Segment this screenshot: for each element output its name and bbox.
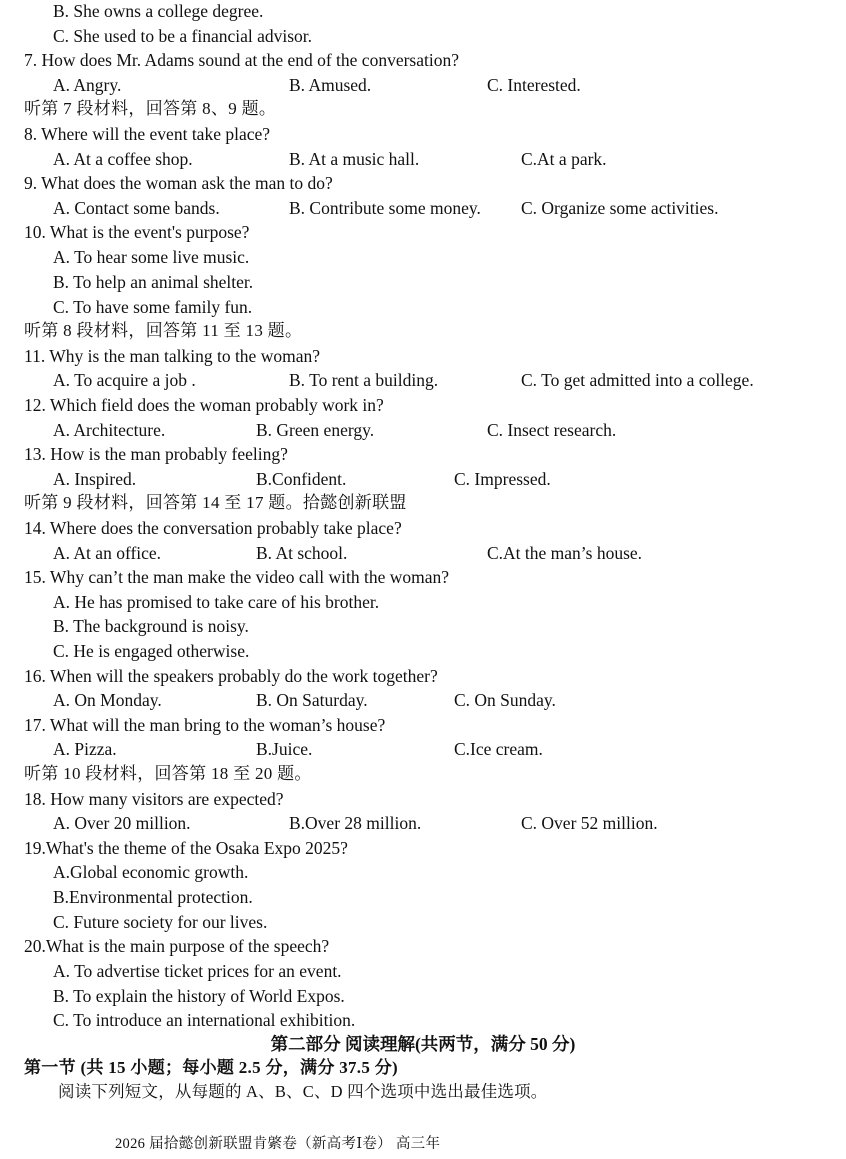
option-line: B. The background is noisy. <box>53 616 249 636</box>
option-line: B. At school. <box>256 543 348 563</box>
section-instruction-line: 听第 8 段材料，回答第 11 至 13 题。 <box>24 321 303 340</box>
option-line: C. On Sunday. <box>454 690 556 710</box>
section-title: 第二部分 阅读理解(共两节，满分 50 分) <box>270 1034 576 1054</box>
option-line: C. Insect research. <box>487 420 617 440</box>
option-line: B. Amused. <box>289 75 372 95</box>
section-instruction-line: 听第 9 段材料，回答第 14 至 17 题。拾懿创新联盟 <box>24 493 407 512</box>
reading-instruction: 阅读下列短文，从每题的 A、B、C、D 四个选项中选出最佳选项。 <box>58 1082 548 1101</box>
option-line: C.At the man’s house. <box>487 543 643 563</box>
option-line: A. Over 20 million. <box>53 813 191 833</box>
option-line: A. Inspired. <box>53 469 137 489</box>
question-line: 10. What is the event's purpose? <box>24 222 250 242</box>
option-line: A. To hear some live music. <box>53 247 250 267</box>
option-line: A. To advertise ticket prices for an event. <box>53 961 342 981</box>
question-line: 15. Why can’t the man make the video call with the woman? <box>24 567 450 587</box>
option-line: A. Contact some bands. <box>53 198 220 218</box>
question-line: 17. What will the man bring to the woman’s house? <box>24 715 386 735</box>
option-line: C. To introduce an international exhibition. <box>53 1010 356 1030</box>
footer-fade <box>478 1130 538 1156</box>
option-line: A. Pizza. <box>53 739 117 759</box>
page-footer: 2026 届拾懿创新联盟肯綮卷（新高考Ⅰ卷） 高三年 <box>115 1136 441 1152</box>
question-line: 9. What does the woman ask the man to do? <box>24 173 333 193</box>
option-line: B.Environmental protection. <box>53 887 253 907</box>
option-line: A. On Monday. <box>53 690 162 710</box>
option-line: C.Ice cream. <box>454 739 543 759</box>
option-line: C. Over 52 million. <box>521 813 658 833</box>
question-line: 8. Where will the event take place? <box>24 124 271 144</box>
section-instruction-line: 听第 7 段材料，回答第 8、9 题。 <box>24 99 277 118</box>
option-line: B.Over 28 million. <box>289 813 422 833</box>
option-line: B.Confident. <box>256 469 347 489</box>
option-line: B.Juice. <box>256 739 313 759</box>
option-line: A. He has promised to take care of his brother. <box>53 592 380 612</box>
question-line: 16. When will the speakers probably do the work together? <box>24 666 438 686</box>
question-line: 11. Why is the man talking to the woman? <box>24 346 320 366</box>
option-line: B. Green energy. <box>256 420 375 440</box>
question-line: 18. How many visitors are expected? <box>24 789 284 809</box>
option-line: A. To acquire a job . <box>53 370 196 390</box>
question-line: 19.What's the theme of the Osaka Expo 2025? <box>24 838 348 858</box>
option-line: C. Interested. <box>487 75 581 95</box>
option-line: A. At a coffee shop. <box>53 149 193 169</box>
option-line: C. Future society for our lives. <box>53 912 268 932</box>
option-line: B. Contribute some money. <box>289 198 481 218</box>
option-line: A. At an office. <box>53 543 162 563</box>
option-line: A. Architecture. <box>53 420 166 440</box>
option-line: C. To get admitted into a college. <box>521 370 754 390</box>
option-line: B. To explain the history of World Expos. <box>53 986 345 1006</box>
question-line: 20.What is the main purpose of the speech? <box>24 936 330 956</box>
option-line: A. Angry. <box>53 75 122 95</box>
option-line: B. To rent a building. <box>289 370 439 390</box>
option-line: B. At a music hall. <box>289 149 420 169</box>
option-line: C. Impressed. <box>454 469 551 489</box>
option-line: C. To have some family fun. <box>53 297 253 317</box>
question-line: 7. How does Mr. Adams sound at the end of the conversation? <box>24 50 459 70</box>
option-line: C. He is engaged otherwise. <box>53 641 250 661</box>
option-line: B. On Saturday. <box>256 690 368 710</box>
option-line: B. To help an animal shelter. <box>53 272 254 292</box>
option-line: A.Global economic growth. <box>53 862 249 882</box>
question-line: 12. Which field does the woman probably work in? <box>24 395 384 415</box>
subsection-title: 第一节 (共 15 小题；每小题 2.5 分，满分 37.5 分) <box>24 1058 398 1077</box>
section-instruction-line: 听第 10 段材料，回答第 18 至 20 题。 <box>24 764 312 783</box>
question-line: 14. Where does the conversation probably take place? <box>24 518 402 538</box>
option-line: B. She owns a college degree. <box>53 1 264 21</box>
option-line: C. She used to be a financial advisor. <box>53 26 313 46</box>
option-line: C.At a park. <box>521 149 607 169</box>
question-line: 13. How is the man probably feeling? <box>24 444 288 464</box>
option-line: C. Organize some activities. <box>521 198 719 218</box>
